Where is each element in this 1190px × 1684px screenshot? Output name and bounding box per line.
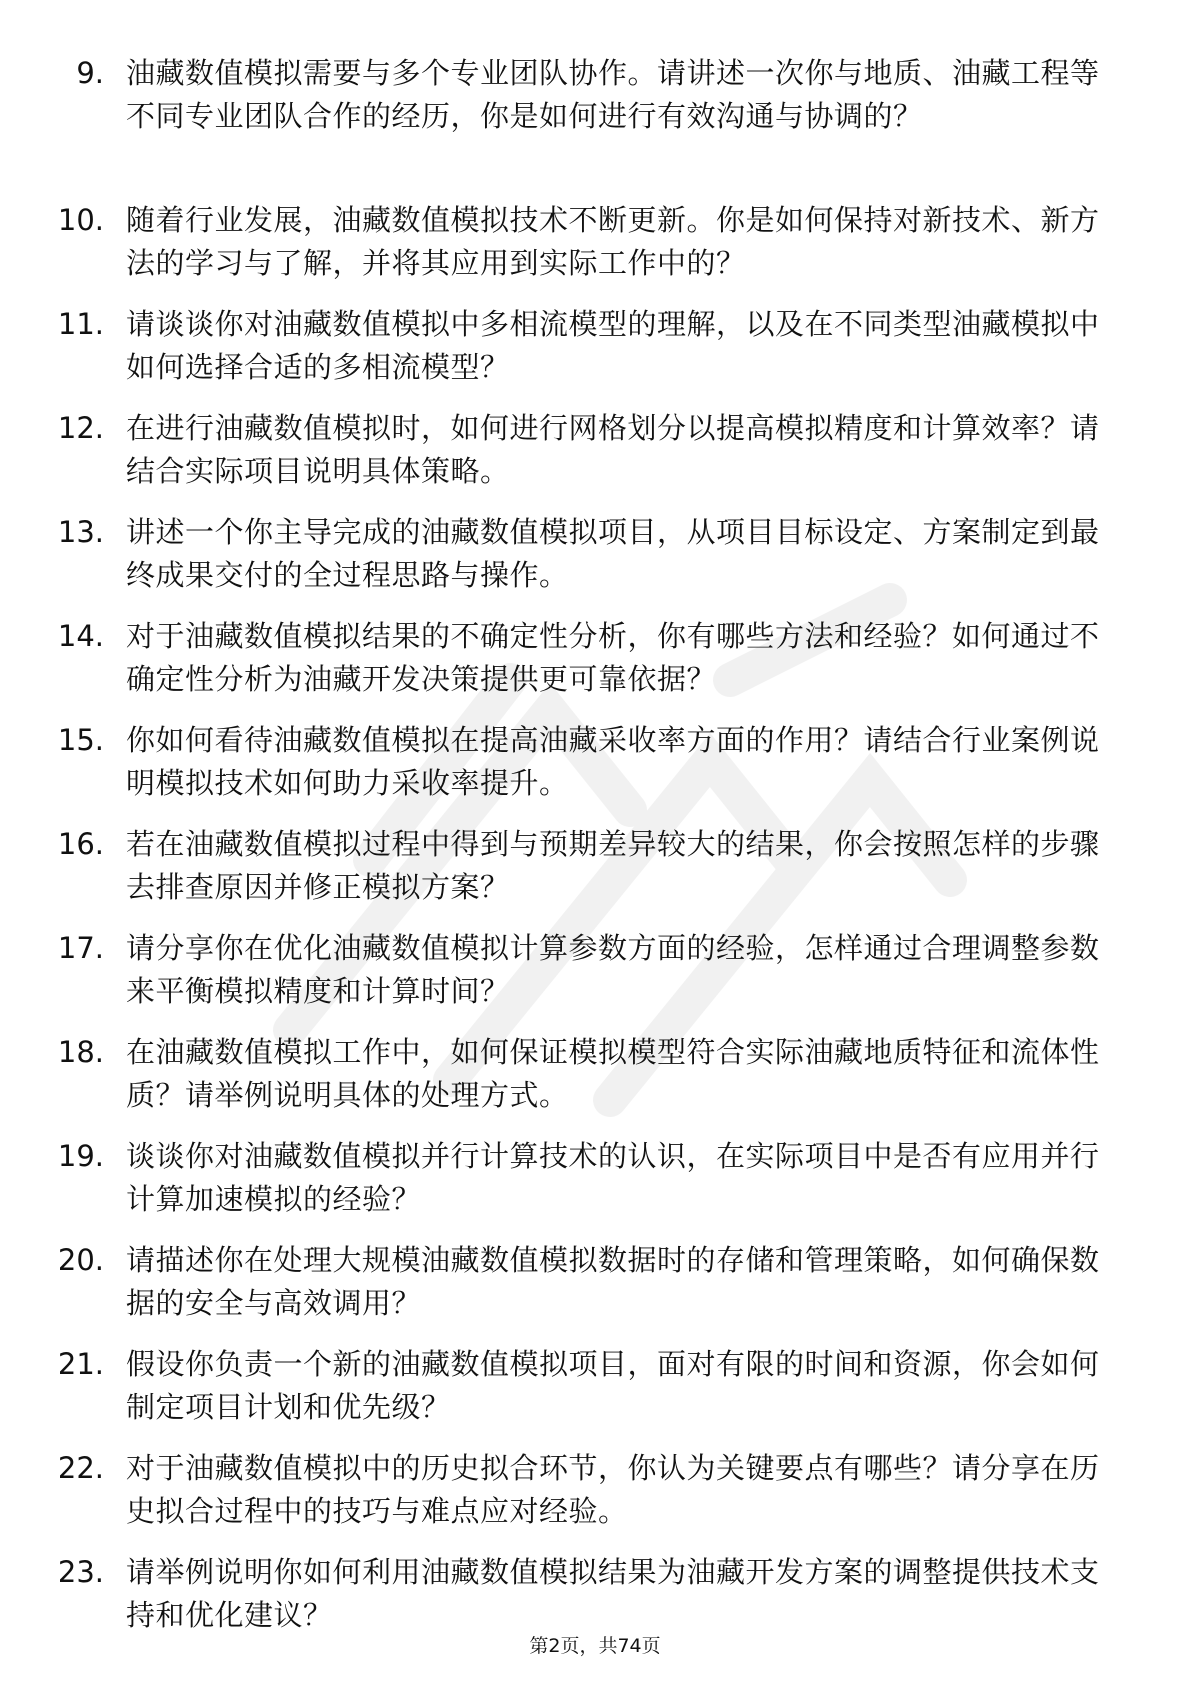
list-item — [0, 511, 1190, 615]
list-item — [0, 407, 1190, 511]
list-item — [0, 719, 1190, 823]
question-number: 22. — [57, 1451, 104, 1485]
question-text: 随着行业发展，油藏数值模拟技术不断更新。你是如何保持对新技术、新方法的学习与了解，并将其应用到实际工作中的？ — [126, 203, 1100, 280]
question-text: 在进行油藏数值模拟时，如何进行网格划分以提高模拟精度和计算效率？请结合实际项目说明具体策略。 — [126, 411, 1100, 488]
question-text: 若在油藏数值模拟过程中得到与预期差异较大的结果，你会按照怎样的步骤去排查原因并修正模拟方案？ — [126, 827, 1100, 904]
list-item — [0, 303, 1190, 407]
question-text: 油藏数值模拟需要与多个专业团队协作。请讲述一次你与地质、油藏工程等不同专业团队合作的经历，你是如何进行有效沟通与协调的？ — [126, 56, 1100, 133]
list-item — [0, 927, 1190, 1031]
question-text: 请描述你在处理大规模油藏数值模拟数据时的存储和管理策略，如何确保数据的安全与高效调用？ — [126, 1243, 1100, 1320]
list-item — [0, 823, 1190, 927]
question-text: 假设你负责一个新的油藏数值模拟项目，面对有限的时间和资源，你会如何制定项目计划和优先级？ — [126, 1347, 1100, 1424]
question-number: 13. — [57, 515, 104, 549]
question-text: 对于油藏数值模拟中的历史拟合环节，你认为关键要点有哪些？请分享在历史拟合过程中的技巧与难点应对经验。 — [126, 1451, 1100, 1528]
question-text: 在油藏数值模拟工作中，如何保证模拟模型符合实际油藏地质特征和流体性质？请举例说明具体的处理方式。 — [126, 1035, 1100, 1112]
list-item — [0, 1447, 1190, 1551]
question-text: 对于油藏数值模拟结果的不确定性分析，你有哪些方法和经验？如何通过不确定性分析为油藏开发决策提供更可靠依据？ — [126, 619, 1100, 696]
page-number-label: 第2页，共74页 — [529, 1635, 661, 1657]
question-number: 23. — [57, 1555, 104, 1589]
question-number: 16. — [57, 827, 104, 861]
question-number: 9. — [76, 56, 104, 90]
question-text: 请分享你在优化油藏数值模拟计算参数方面的经验，怎样通过合理调整参数来平衡模拟精度和计算时间？ — [126, 931, 1100, 1008]
question-text: 讲述一个你主导完成的油藏数值模拟项目，从项目目标设定、方案制定到最终成果交付的全过程思路与操作。 — [126, 515, 1100, 592]
question-number: 18. — [57, 1035, 104, 1069]
question-number: 15. — [57, 723, 104, 757]
question-text: 请谈谈你对油藏数值模拟中多相流模型的理解，以及在不同类型油藏模拟中如何选择合适的多相流模型？ — [126, 307, 1100, 384]
page-footer — [0, 1634, 1190, 1658]
question-number: 21. — [57, 1347, 104, 1381]
question-text: 你如何看待油藏数值模拟在提高油藏采收率方面的作用？请结合行业案例说明模拟技术如何助力采收率提升。 — [126, 723, 1100, 800]
question-list — [0, 52, 1190, 1655]
question-number: 14. — [57, 619, 104, 653]
question-text: 谈谈你对油藏数值模拟并行计算技术的认识，在实际项目中是否有应用并行计算加速模拟的经验？ — [126, 1139, 1100, 1216]
list-item — [0, 1135, 1190, 1239]
question-number: 11. — [57, 307, 104, 341]
question-number: 17. — [57, 931, 104, 965]
question-text: 请举例说明你如何利用油藏数值模拟结果为油藏开发方案的调整提供技术支持和优化建议？ — [126, 1555, 1100, 1632]
list-item — [0, 199, 1190, 303]
question-number: 10. — [57, 203, 104, 237]
list-item — [0, 1031, 1190, 1135]
question-number: 12. — [57, 411, 104, 445]
list-item — [0, 52, 1190, 199]
list-item — [0, 1239, 1190, 1343]
question-number: 19. — [57, 1139, 104, 1173]
list-item — [0, 1343, 1190, 1447]
question-number: 20. — [57, 1243, 104, 1277]
list-item — [0, 615, 1190, 719]
